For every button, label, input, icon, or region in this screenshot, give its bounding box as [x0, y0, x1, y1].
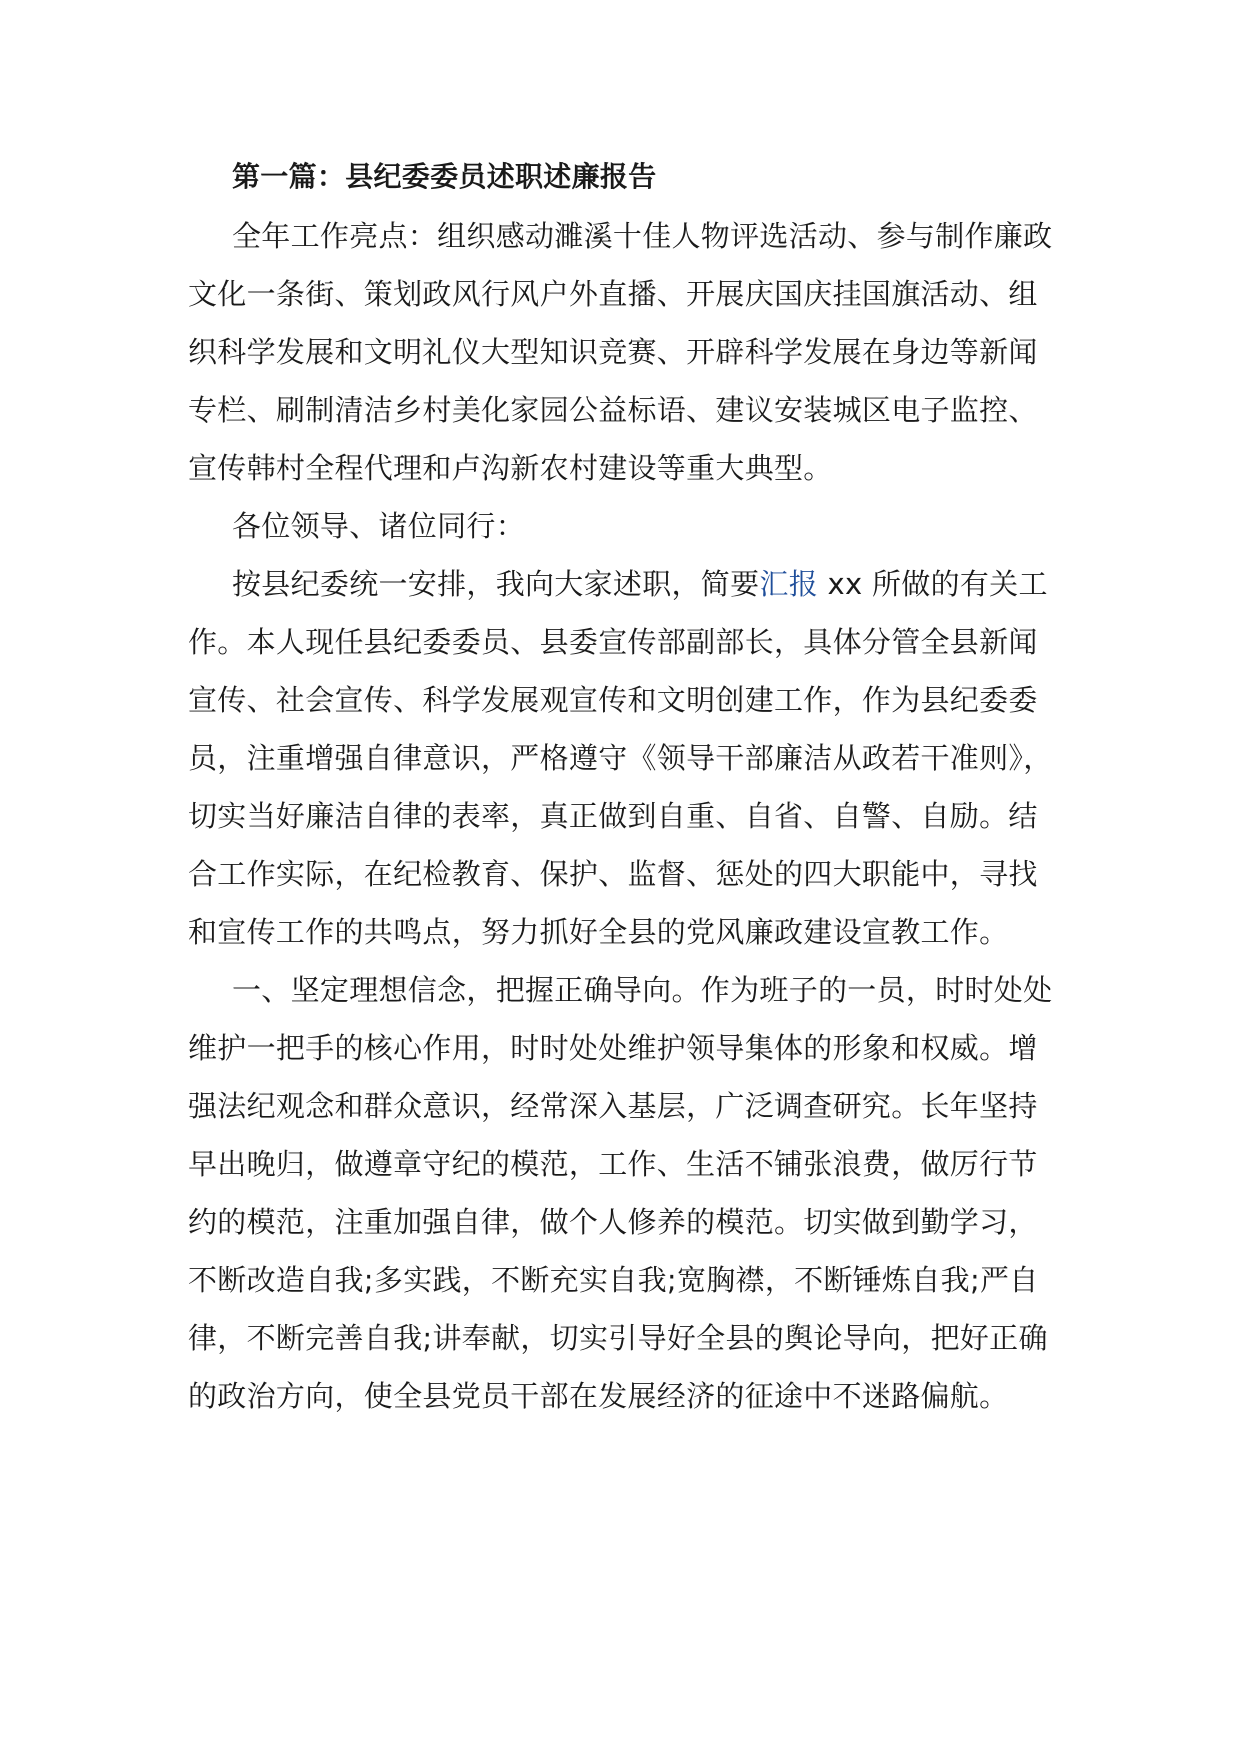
- greeting-line: 各位领导、诸位同行：: [232, 509, 526, 543]
- paragraph-line: 织科学发展和文明礼仪大型知识竞赛、开辟科学发展在身边等新闻: [188, 335, 1038, 369]
- paragraph-line: 全年工作亮点：组织感动濉溪十佳人物评选活动、参与制作廉政: [232, 219, 1053, 253]
- paragraph-line: [232, 564, 1048, 604]
- paragraph-line: 维护一把手的核心作用，时时处处维护领导集体的形象和权威。增: [188, 1031, 1038, 1065]
- paragraph-line: 早出晚归，做遵章守纪的模范，工作、生活不铺张浪费，做厉行节: [188, 1147, 1038, 1181]
- paragraph-line: 员，注重增强自律意识，严格遵守《领导干部廉洁从政若干准则》，: [188, 741, 1053, 775]
- paragraph-line: 作。本人现任县纪委委员、县委宣传部副部长，具体分管全县新闻: [188, 625, 1038, 659]
- paragraph-line: 和宣传工作的共鸣点，努力抓好全县的党风廉政建设宣教工作。: [188, 915, 1009, 949]
- paragraph-line: 一、坚定理想信念，把握正确导向。作为班子的一员，时时处处: [232, 973, 1053, 1007]
- paragraph-line: 合工作实际，在纪检教育、保护、监督、惩处的四大职能中，寻找: [188, 857, 1038, 891]
- paragraph-text: xx 所做的有关工: [818, 567, 1048, 601]
- paragraph-line: 强法纪观念和群众意识，经常深入基层，广泛调查研究。长年坚持: [188, 1089, 1038, 1123]
- paragraph-line: 约的模范，注重加强自律，做个人修养的模范。切实做到勤学习，: [188, 1205, 1038, 1239]
- paragraph-line: 律，不断完善自我;讲奉献，切实引导好全县的舆论导向，把好正确: [188, 1321, 1048, 1355]
- document-title: 第一篇：县纪委委员述职述廉报告: [232, 160, 657, 193]
- paragraph-line: 专栏、刷制清洁乡村美化家园公益标语、建议安装城区电子监控、: [188, 393, 1038, 427]
- paragraph-line: 的政治方向，使全县党员干部在发展经济的征途中不迷路偏航。: [188, 1379, 1009, 1413]
- paragraph-line: 文化一条街、策划政风行风户外直播、开展庆国庆挂国旗活动、组: [188, 277, 1038, 311]
- paragraph-text: 按县纪委统一安排，我向大家述职，简要: [232, 567, 760, 601]
- paragraph-line: 宣传韩村全程代理和卢沟新农村建设等重大典型。: [188, 451, 833, 485]
- paragraph-line: 不断改造自我;多实践，不断充实自我;宽胸襟，不断锤炼自我;严自: [188, 1263, 1039, 1297]
- paragraph-line: 宣传、社会宣传、科学发展观宣传和文明创建工作，作为县纪委委: [188, 683, 1038, 717]
- paragraph-line: 切实当好廉洁自律的表率，真正做到自重、自省、自警、自励。结: [188, 799, 1038, 833]
- report-link[interactable]: 汇报: [759, 567, 819, 601]
